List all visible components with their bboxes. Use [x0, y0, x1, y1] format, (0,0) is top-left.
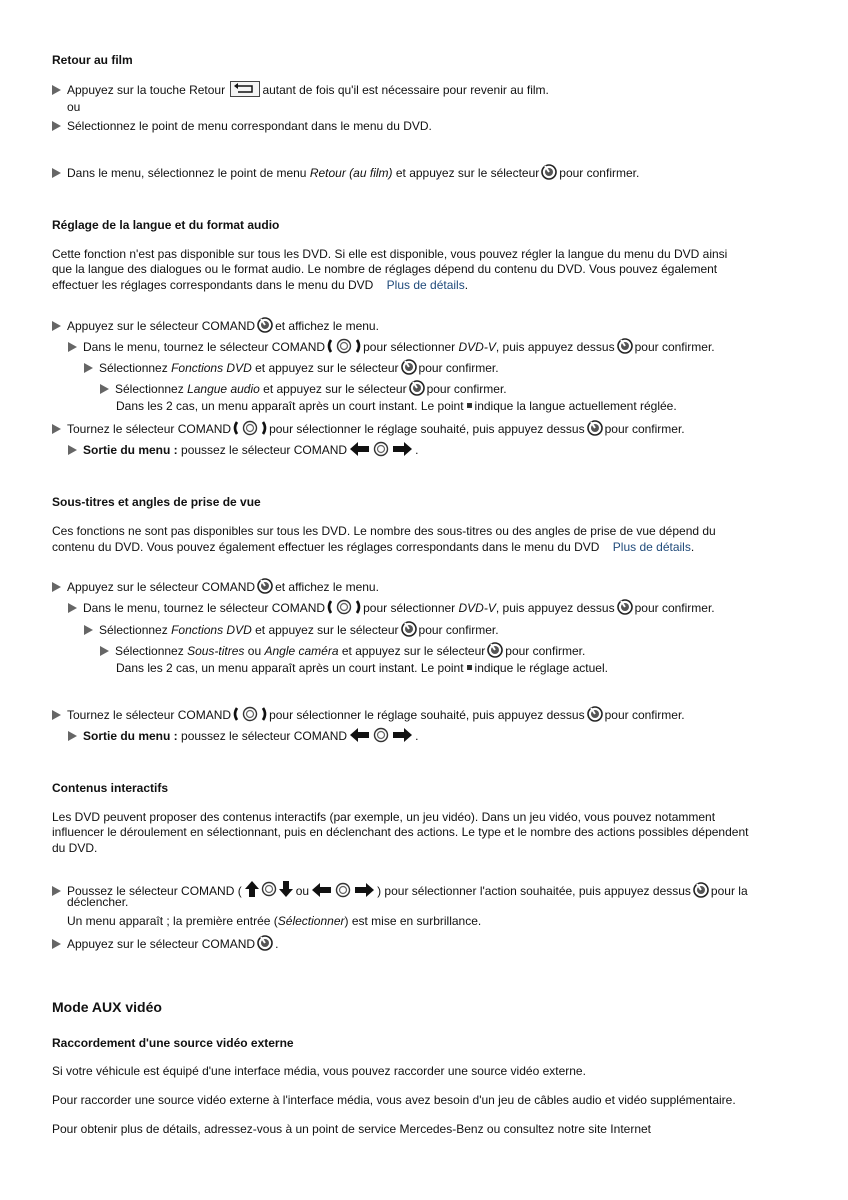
list-item: Sortie du menu : poussez le sélecteur COMAND .: [68, 727, 418, 744]
paragraph-line: Pour obtenir plus de détails, adressez-vous à un point de service Mercedes-Benz ou consultez notre site Internet: [52, 1122, 651, 1136]
paragraph-line: Cette fonction n'est pas disponible sur tous les DVD. Si elle est disponible, vous pouvez régler la langue du menu du DVD ainsi: [52, 247, 728, 261]
list-item: Tournez le sélecteur COMAND pour sélectionner le réglage souhaité, puis appuyez dessus pour confirmer.: [52, 420, 685, 437]
bullet-arrow-icon: [84, 363, 93, 373]
bullet-arrow-icon: [52, 886, 61, 896]
list-item: Sélectionnez Fonctions DVD et appuyez sur le sélecteur pour confirmer.: [84, 621, 499, 638]
paragraph-line: contenu du DVD. Vous pouvez également effectuer les réglages correspondants dans le menu du DVD Plus de détails.: [52, 540, 695, 554]
knob-press-icon: [587, 706, 603, 722]
heading-sous-titres: Sous-titres et angles de prise de vue: [52, 495, 261, 509]
list-item: Dans le menu, tournez le sélecteur COMAND pour sélectionner DVD-V, puis appuyez dessus pour confirmer.: [68, 599, 715, 616]
list-item-continuation: déclencher.: [67, 895, 129, 909]
knob-rotate-icon: [233, 420, 267, 436]
heading-contenus-interactifs: Contenus interactifs: [52, 781, 169, 795]
knob-press-icon: [617, 338, 633, 354]
selected-dot-icon: [467, 403, 472, 408]
list-item: Tournez le sélecteur COMAND pour sélectionner le réglage souhaité, puis appuyez dessus pour confirmer.: [52, 706, 685, 723]
back-button-icon: [230, 81, 260, 97]
bullet-arrow-icon: [52, 121, 61, 131]
paragraph-line: du DVD.: [52, 841, 98, 855]
list-item: Appuyez sur le sélecteur COMAND et affichez le menu.: [52, 317, 379, 334]
knob-push-up-down-icon: [244, 880, 294, 898]
bullet-arrow-icon: [68, 342, 77, 352]
note-line: Un menu apparaît ; la première entrée (Sélectionner) est mise en surbrillance.: [67, 914, 482, 928]
knob-press-icon: [401, 359, 417, 375]
list-item: Dans le menu, tournez le sélecteur COMAND pour sélectionner DVD-V, puis appuyez dessus pour confirmer.: [68, 338, 715, 355]
knob-press-icon: [617, 599, 633, 615]
knob-press-icon: [587, 420, 603, 436]
list-item: Poussez le sélecteur COMAND ( ou ) pour sélectionner l'action souhaitée, puis appuyez dessus pour la: [52, 880, 748, 899]
paragraph-line: influencer le déroulement en sélectionnant, puis en déclenchant des actions. Le type et le nombre des actions possibles dépendent: [52, 825, 749, 839]
selected-dot-icon: [467, 665, 472, 670]
note-line: Dans les 2 cas, un menu apparaît après un court instant. Le point indique la langue actuellement réglée.: [116, 399, 677, 413]
bullet-arrow-icon: [52, 168, 61, 178]
list-item: Appuyez sur le sélecteur COMAND .: [52, 935, 278, 952]
knob-press-icon: [257, 935, 273, 951]
title-mode-aux-video: Mode AUX vidéo: [52, 999, 162, 1015]
bullet-arrow-icon: [84, 625, 93, 635]
list-item: Appuyez sur la touche Retour autant de fois qu'il est nécessaire pour revenir au film.: [52, 81, 549, 98]
list-item: Appuyez sur le sélecteur COMAND et affichez le menu.: [52, 578, 379, 595]
list-item: Sélectionnez Langue audio et appuyez sur le sélecteur pour confirmer.: [100, 380, 507, 397]
bullet-arrow-icon: [52, 710, 61, 720]
paragraph-line: que la langue des dialogues ou le format audio. Le nombre de réglages dépend du contenu du DVD. Vous pouvez également: [52, 262, 718, 276]
heading-langue-audio: Réglage de la langue et du format audio: [52, 218, 280, 232]
paragraph-line: Pour raccorder une source vidéo externe à l'interface média, vous avez besoin d'un jeu de câbles audio et vidéo supplémentaire.: [52, 1093, 736, 1107]
knob-rotate-icon: [327, 338, 361, 354]
knob-push-left-right-icon: [349, 441, 413, 457]
list-item: Sélectionnez Fonctions DVD et appuyez sur le sélecteur pour confirmer.: [84, 359, 499, 376]
knob-press-icon: [541, 164, 557, 180]
paragraph-line: Les DVD peuvent proposer des contenus interactifs (par exemple, un jeu vidéo). Dans un jeu vidéo, vous pouvez notamment: [52, 810, 716, 824]
paragraph-line: Ces fonctions ne sont pas disponibles sur tous les DVD. Le nombre des sous-titres ou des angles de prise de vue dépend du: [52, 524, 716, 538]
heading-raccordement: Raccordement d'une source vidéo externe: [52, 1036, 294, 1050]
paragraph-line: effectuer les réglages correspondants dans le menu du DVD Plus de détails.: [52, 278, 469, 292]
bullet-arrow-icon: [52, 321, 61, 331]
knob-push-left-right-icon: [311, 882, 375, 898]
knob-press-icon: [401, 621, 417, 637]
list-item: Sélectionnez le point de menu correspondant dans le menu du DVD.: [52, 119, 432, 134]
knob-rotate-icon: [233, 706, 267, 722]
paragraph-line: Si votre véhicule est équipé d'une interface média, vous pouvez raccorder une source vidéo externe.: [52, 1064, 586, 1078]
bullet-arrow-icon: [52, 424, 61, 434]
knob-press-icon: [487, 642, 503, 658]
bullet-arrow-icon: [52, 939, 61, 949]
bullet-arrow-icon: [100, 384, 109, 394]
bullet-arrow-icon: [68, 445, 77, 455]
bullet-arrow-icon: [68, 731, 77, 741]
plus-de-details-link[interactable]: Plus de détails: [386, 278, 465, 292]
knob-rotate-icon: [327, 599, 361, 615]
or-text: ou: [67, 100, 81, 114]
knob-press-icon: [693, 882, 709, 898]
knob-push-left-right-icon: [349, 727, 413, 743]
list-item: Sélectionnez Sous-titres ou Angle caméra et appuyez sur le sélecteur pour confirmer.: [100, 642, 585, 659]
list-item: Sortie du menu : poussez le sélecteur COMAND .: [68, 441, 418, 458]
heading-retour-au-film: Retour au film: [52, 53, 133, 67]
plus-de-details-link[interactable]: Plus de détails: [612, 540, 691, 554]
bullet-arrow-icon: [52, 85, 61, 95]
bullet-arrow-icon: [68, 603, 77, 613]
knob-press-icon: [409, 380, 425, 396]
knob-press-icon: [257, 317, 273, 333]
list-item: Dans le menu, sélectionnez le point de menu Retour (au film) et appuyez sur le sélecteur pour confirmer.: [52, 164, 639, 181]
bullet-arrow-icon: [100, 646, 109, 656]
knob-press-icon: [257, 578, 273, 594]
bullet-arrow-icon: [52, 582, 61, 592]
note-line: Dans les 2 cas, un menu apparaît après un court instant. Le point indique le réglage actuel.: [116, 661, 608, 675]
